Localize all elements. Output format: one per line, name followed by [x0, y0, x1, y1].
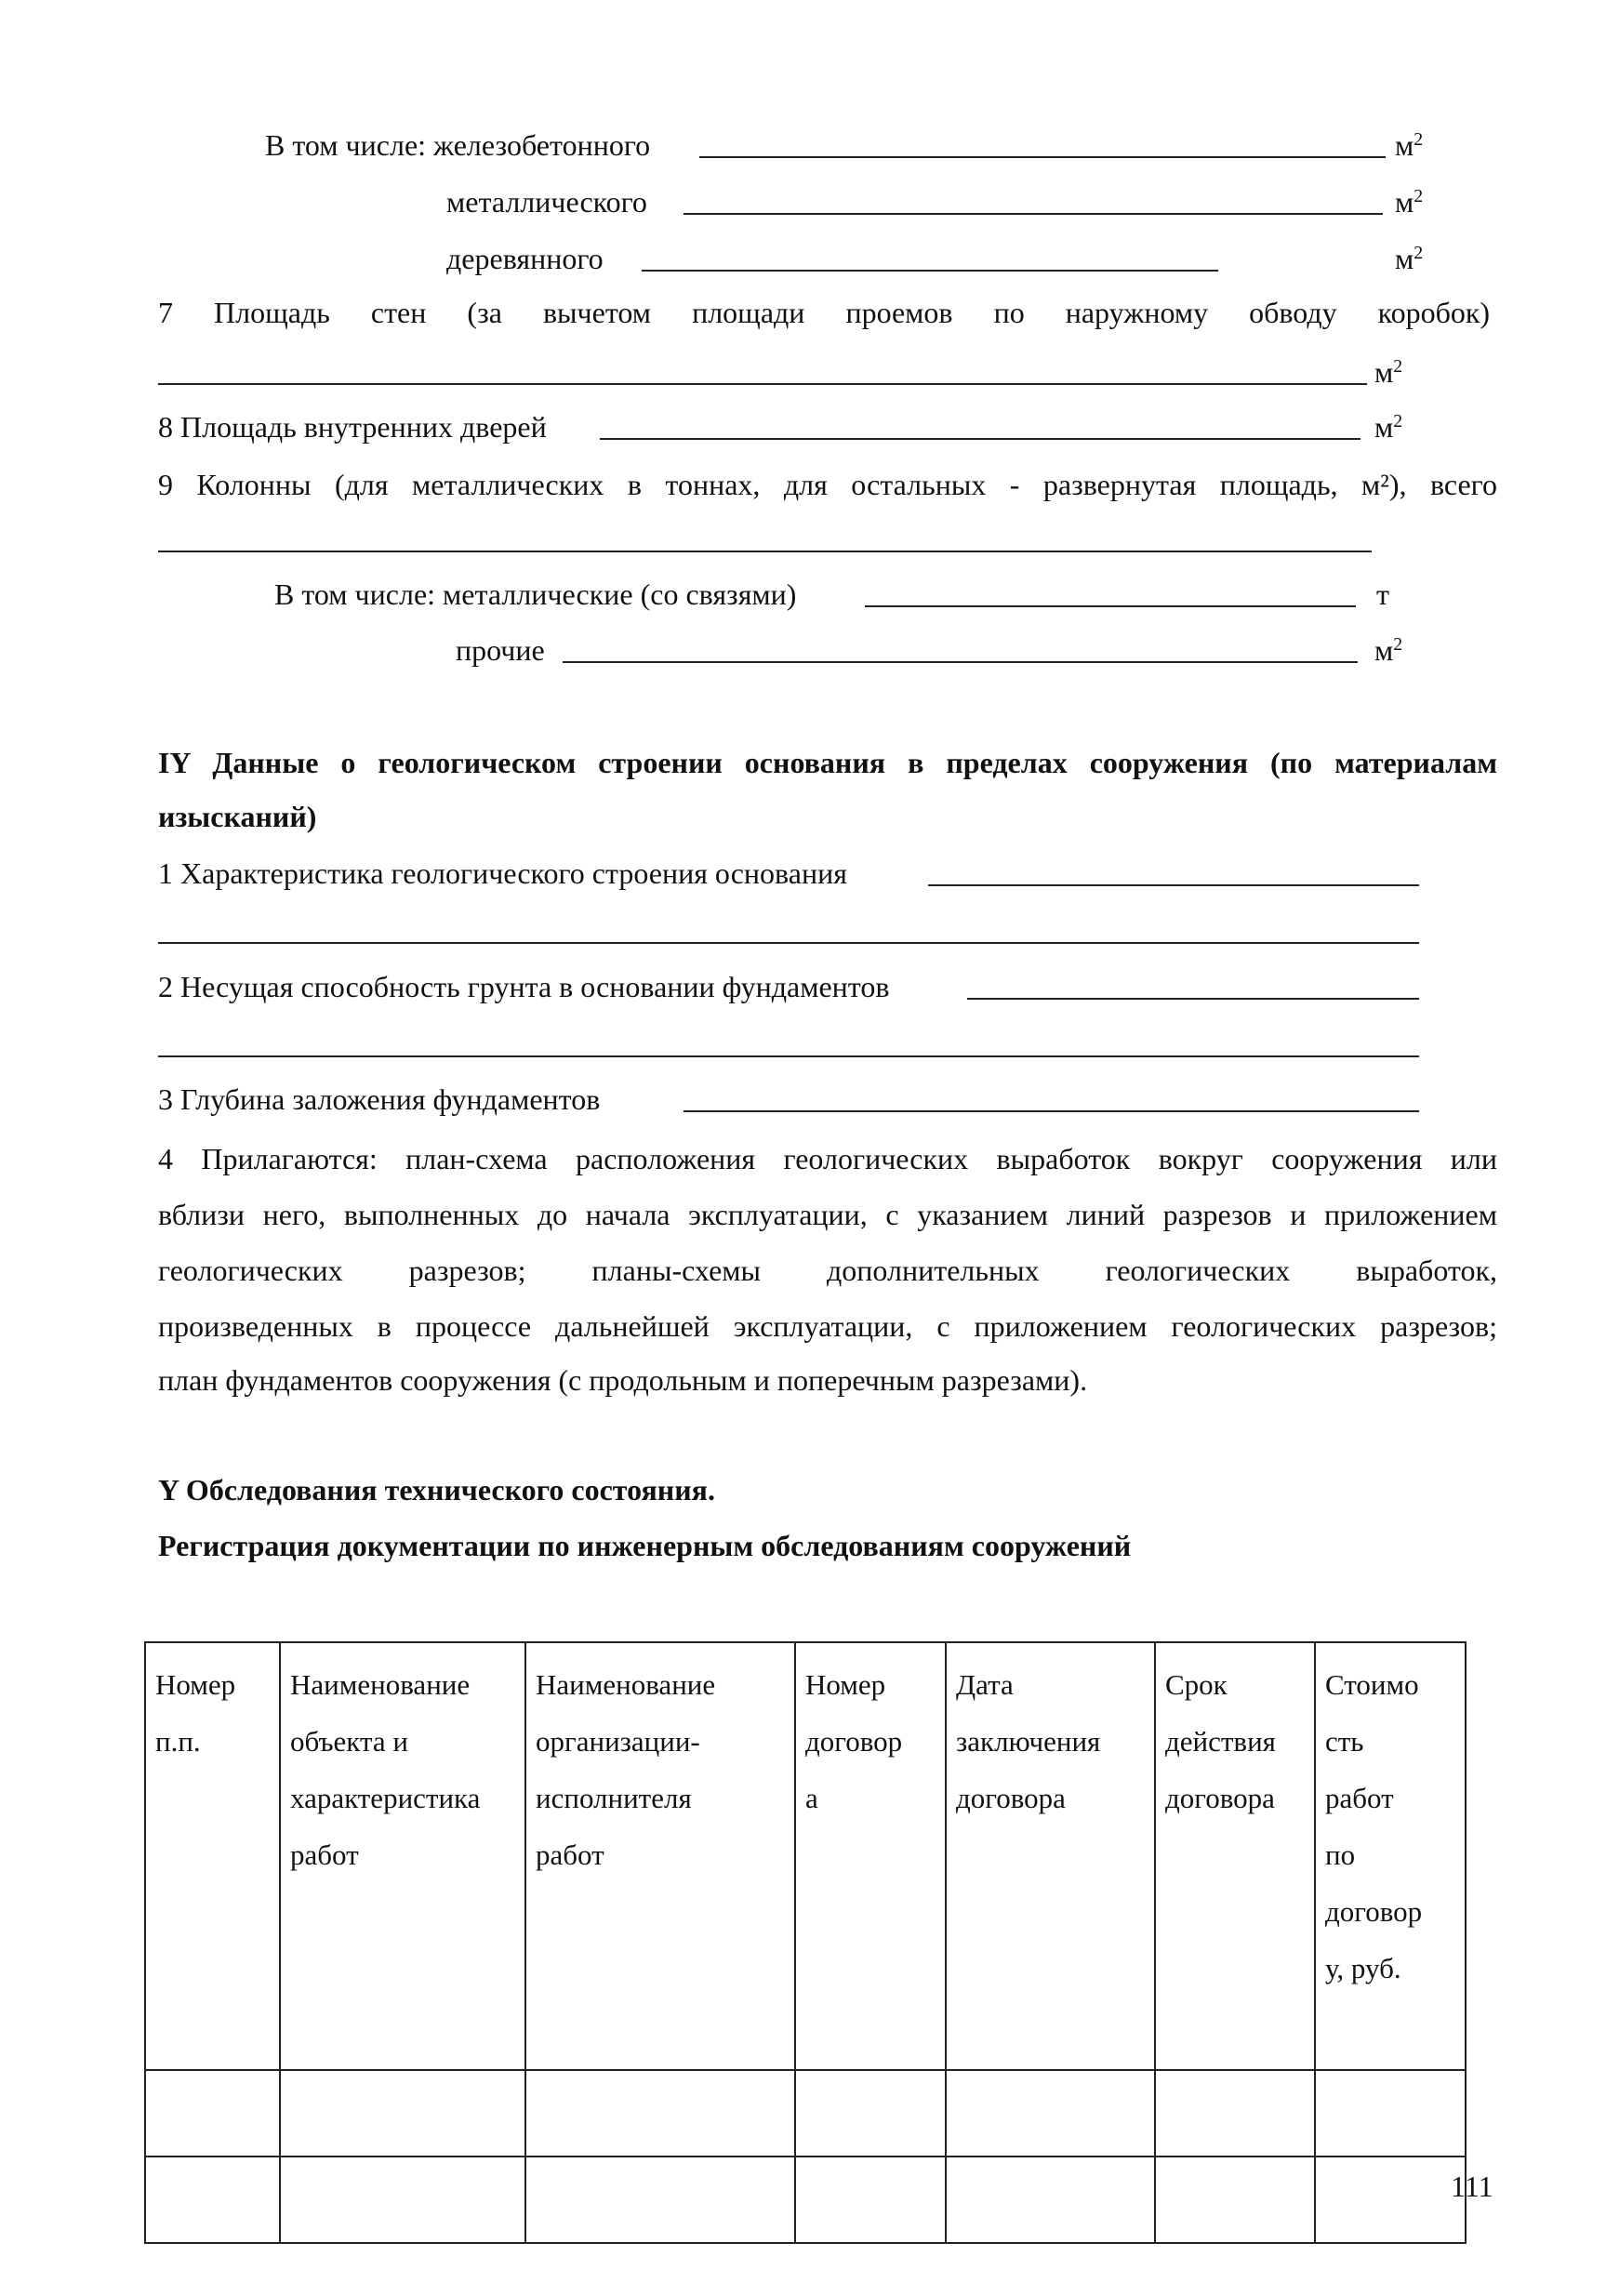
unit-m2: $м^2$ — [1395, 242, 1424, 275]
header-contract-term: Срок действия договора — [1155, 1642, 1315, 2070]
item9-metal-label: В том числе: металлические (со связями) — [274, 577, 797, 611]
item4-line2: вблизи него, выполненных до начала эксплуатации, с указанием линий разрезов и приложением — [158, 1198, 1497, 1231]
table-cell[interactable] — [1315, 2157, 1466, 2243]
item4-line5: план фундаментов сооружения (с продольным и поперечным разрезами). — [158, 1363, 1088, 1397]
table-row — [145, 2157, 1466, 2243]
table-cell[interactable] — [280, 2070, 525, 2157]
table-cell[interactable] — [145, 2157, 280, 2243]
table-cell[interactable] — [1155, 2157, 1315, 2243]
table-cell[interactable] — [795, 2070, 946, 2157]
bearing-capacity-field[interactable] — [967, 998, 1419, 1000]
wall-area-field[interactable] — [158, 383, 1367, 385]
unit-m2: $м^2$ — [1374, 633, 1403, 667]
item9-other-label: прочие — [456, 633, 545, 667]
section5-heading: Y Обследования технического состояния. — [158, 1473, 715, 1506]
reinforced-concrete-area-field[interactable] — [699, 156, 1386, 158]
header-object: Наименование объекта и характеристика работ — [280, 1642, 525, 2070]
table-cell[interactable] — [525, 2070, 795, 2157]
table-cell[interactable] — [795, 2157, 946, 2243]
item2-label: 2 Несущая способность грунта в основании фундаментов — [158, 970, 890, 1003]
unit-m2: $м^2$ — [1395, 185, 1424, 219]
geology-field[interactable] — [928, 884, 1419, 886]
section4-heading-cont: изысканий) — [158, 800, 317, 833]
table-row — [145, 2070, 1466, 2157]
item4-line1: 4 Прилагаются: план-схема расположения геологических выработок вокруг сооружения или — [158, 1142, 1497, 1175]
table-cell[interactable] — [145, 2070, 280, 2157]
bearing-capacity-field-line2[interactable] — [158, 1055, 1419, 1057]
table-cell[interactable] — [280, 2157, 525, 2243]
section4-heading: IY Данные о геологическом строении основания в пределах сооружения (по материалам — [158, 746, 1497, 779]
metal-label: металлического — [446, 185, 647, 219]
item9-columns-text: 9 Колонны (для металлических в тоннах, для остальных - развернутая площадь, м²), всего — [158, 468, 1497, 501]
item3-label: 3 Глубина заложения фундаментов — [158, 1082, 601, 1116]
foundation-depth-field[interactable] — [684, 1110, 1419, 1112]
metal-columns-field[interactable] — [865, 605, 1356, 607]
item1-label: 1 Характеристика геологического строения основания — [158, 856, 847, 890]
table-header-row — [145, 1642, 1466, 2070]
wood-area-field[interactable] — [642, 270, 1218, 272]
item7-wall-area-text: 7 Площадь стен (за вычетом площади проемов по наружному обводу коробок) — [158, 296, 1491, 329]
inner-doors-area-field[interactable] — [600, 438, 1360, 440]
table-cell[interactable] — [1155, 2070, 1315, 2157]
unit-m2: $м^2$ — [1395, 128, 1424, 162]
table-cell[interactable] — [946, 2070, 1155, 2157]
item4-line4: произведенных в процессе дальнейшей эксплуатации, с приложением геологических разрезов; — [158, 1309, 1497, 1343]
metal-area-field[interactable] — [684, 213, 1383, 215]
inspection-registry-table — [144, 1641, 1467, 2244]
other-columns-field[interactable] — [563, 661, 1358, 663]
header-contract-date: Дата заключения договора — [946, 1642, 1155, 2070]
header-contract-number: Номер договор а — [795, 1642, 946, 2070]
section5-subheading: Регистрация документации по инженерным обследованиям сооружений — [158, 1529, 1132, 1562]
header-number: Номер п.п. — [145, 1642, 280, 2070]
header-contractor: Наименование организации- исполнителя работ — [525, 1642, 795, 2070]
wood-label: деревянного — [446, 242, 604, 275]
table-cell[interactable] — [1315, 2070, 1466, 2157]
item4-line3: геологических разрезов; планы-схемы дополнительных геологических выработок, — [158, 1254, 1497, 1287]
page-number: 111 — [1451, 2170, 1493, 2203]
unit-m2: $м^2$ — [1374, 410, 1403, 444]
header-cost: Стоимо сть работ по договор у, руб. — [1315, 1642, 1466, 2070]
geology-field-line2[interactable] — [158, 942, 1419, 944]
table-cell[interactable] — [946, 2157, 1155, 2243]
unit-t: т — [1376, 577, 1389, 611]
item8-label: 8 Площадь внутренних дверей — [158, 410, 547, 444]
incl-reinforced-concrete-label: В том числе: железобетонного — [265, 128, 651, 162]
unit-m2: $м^2$ — [1374, 355, 1403, 389]
table-cell[interactable] — [525, 2157, 795, 2243]
columns-total-field[interactable] — [158, 551, 1372, 552]
